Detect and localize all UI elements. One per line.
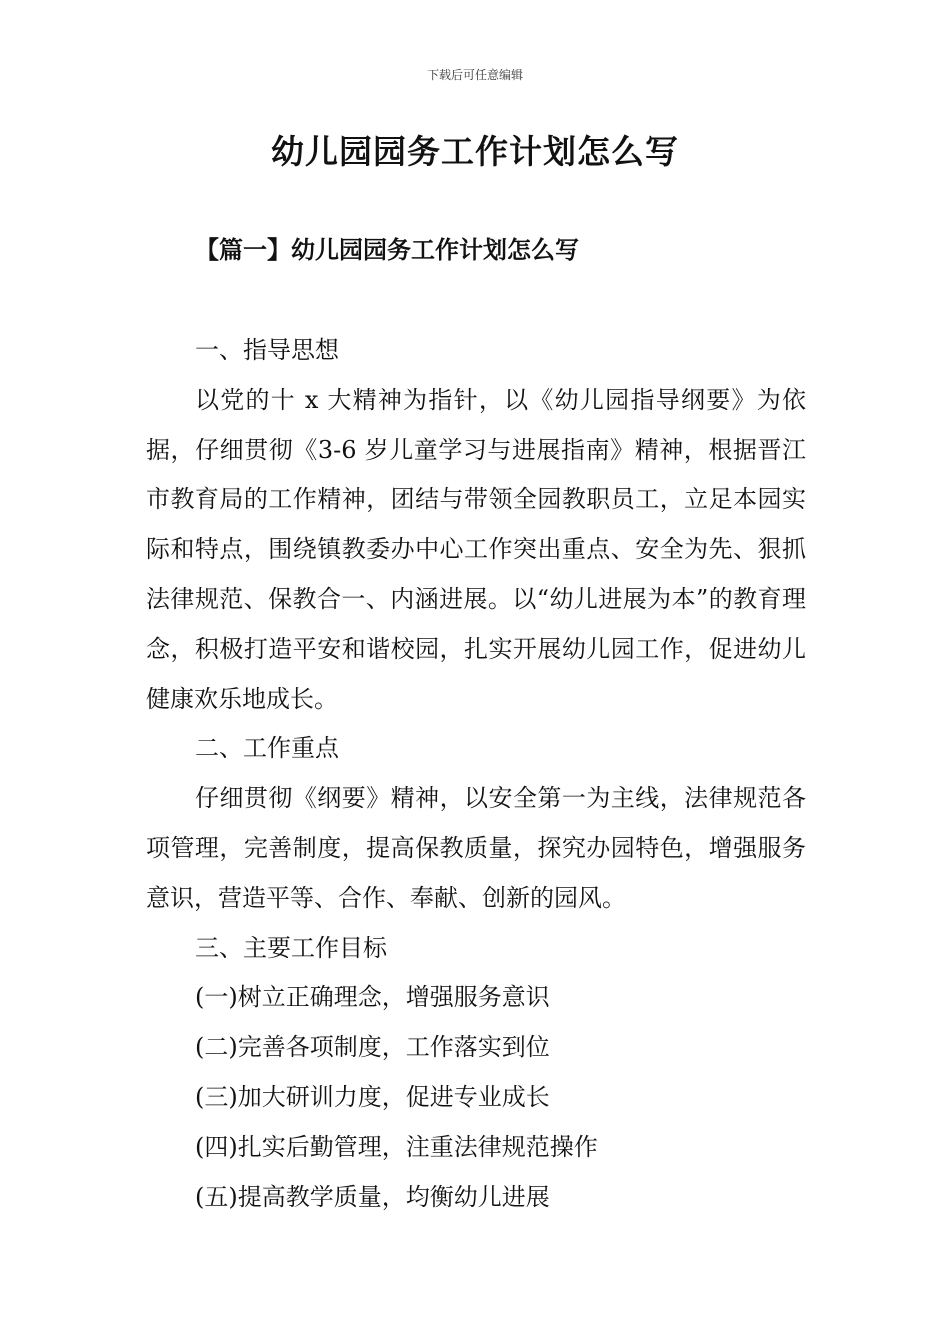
heading-main-goals: 三、主要工作目标 [195, 933, 387, 962]
heading-guiding-ideology: 一、指导思想 [195, 336, 339, 364]
document-body [146, 326, 806, 1222]
paragraph-guiding-ideology: 以党的十 x 大精神为指针，以《幼儿园指导纲要》为依据，仔细贯彻《3-6 岁儿童学习与进展指南》精神，根据晋江市教育局的工作精神，团结与带领全园教职员工，立足本园实际和特点，围绕镇教委办中心工作突出重点、安全为先、狠抓法律规范、保教合一、内涵进展。以“幼儿进展为本”的教育理念，积极打造平安和谐校园，扎实开展幼儿园工作，促进幼儿健康欢乐地成长。 [146, 385, 806, 713]
goal-item: (二)完善各项制度，工作落实到位 [195, 1033, 550, 1062]
section-title: 【篇一】幼儿园园务工作计划怎么写 [195, 235, 579, 264]
goal-item: (五)提高教学质量，均衡幼儿进展 [195, 1182, 550, 1211]
goal-item: (四)扎实后勤管理，注重法律规范操作 [195, 1132, 598, 1161]
goal-item: (一)树立正确理念，增强服务意识 [195, 983, 550, 1012]
heading-work-focus: 二、工作重点 [195, 734, 339, 763]
paragraph-work-focus: 仔细贯彻《纲要》精神，以安全第一为主线，法律规范各项管理，完善制度，提高保教质量，探究办园特色，增强服务意识，营造平等、合作、奉献、创新的园风。 [146, 784, 806, 912]
goal-item: (三)加大研训力度，促进专业成长 [195, 1082, 550, 1111]
header-note: 下载后可任意编辑 [426, 68, 523, 82]
document-title: 幼儿园园务工作计划怎么写 [271, 132, 679, 171]
